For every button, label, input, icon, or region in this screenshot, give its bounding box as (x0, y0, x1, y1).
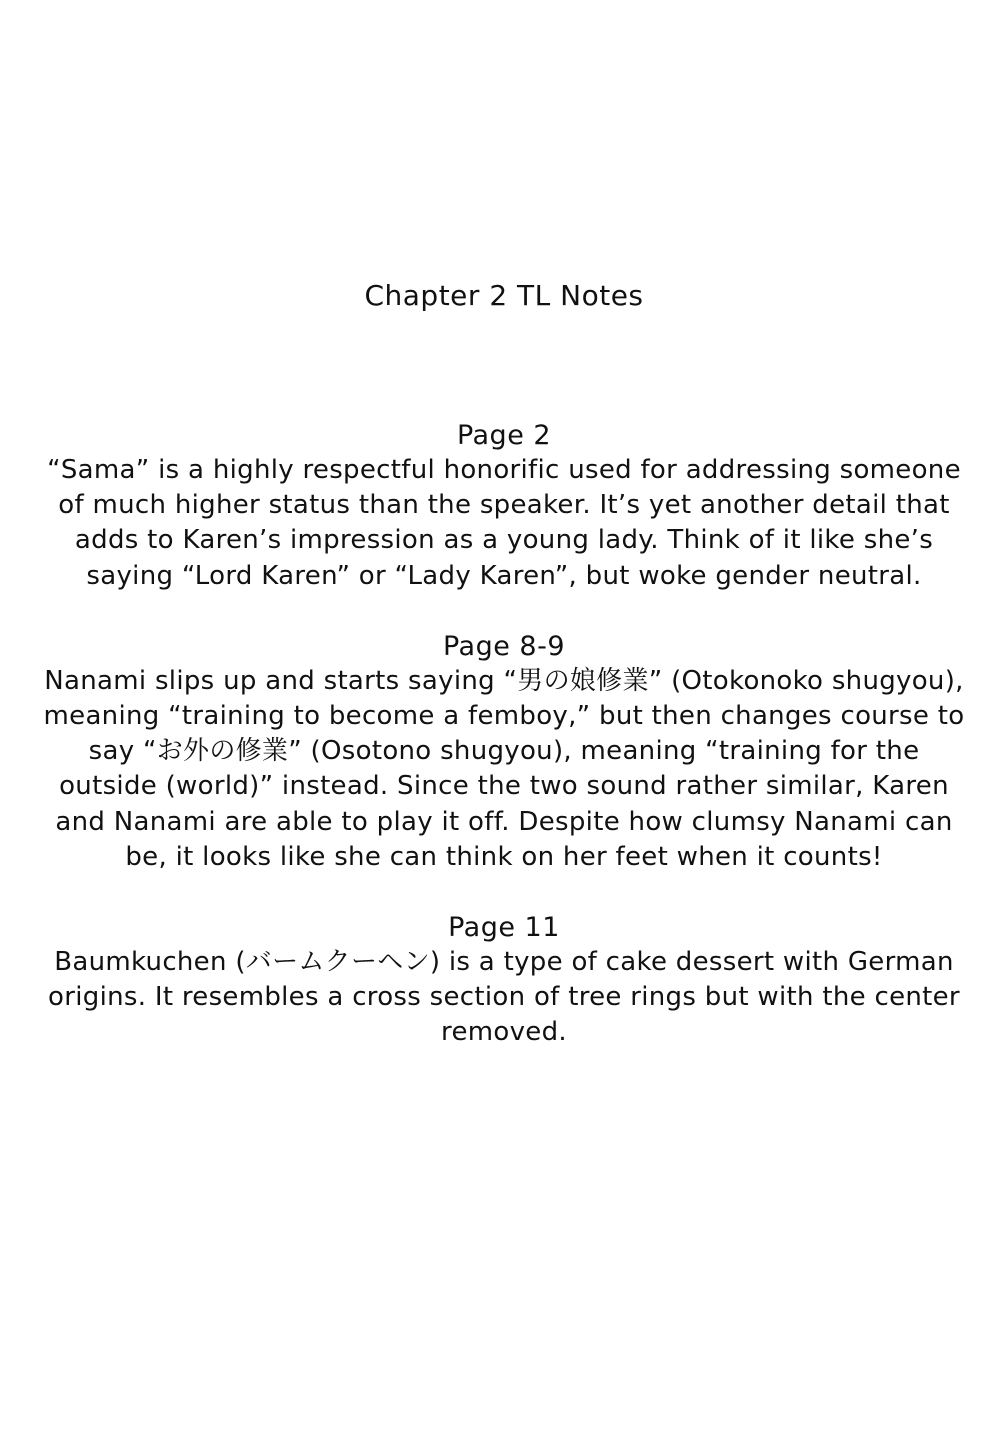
page-title: Chapter 2 TL Notes (364, 279, 644, 312)
note-page-8-9 (40, 629, 968, 875)
note-text: “Sama” is a highly respectful honorific used for addressing someone of much higher status than the speaker. It’s yet another detail that adds to Karen’s impression as a young lady. Think of it like she’s saying “Lord Karen” or “Lady Karen”, but woke gender neutral. (47, 455, 961, 591)
notes-list (40, 418, 968, 1086)
note-heading: Page 2 (456, 420, 552, 451)
note-page-2 (40, 418, 968, 594)
note-heading: Page 8-9 (442, 630, 566, 662)
note-page-11 (40, 910, 968, 1051)
note-text: Baumkuchen (バームクーヘン) is a type of cake dessert with German origins. It resembles a cross section of tree rings but with the center removed. (48, 947, 960, 1048)
note-text: Nanami slips up and starts saying “男の娘修業” (Otokonoko shugyou), meaning “training to become a femboy,” but then changes course to say “お外の修業” (Osotono shugyou), meaning “training for the outside (world)” instead. Since the two sound rather similar, Karen and Nanami are able to play it off. Despite how clumsy Nanami can be, it looks like she can think on her feet when it counts! (43, 665, 965, 872)
note-heading: Page 11 (448, 912, 560, 944)
